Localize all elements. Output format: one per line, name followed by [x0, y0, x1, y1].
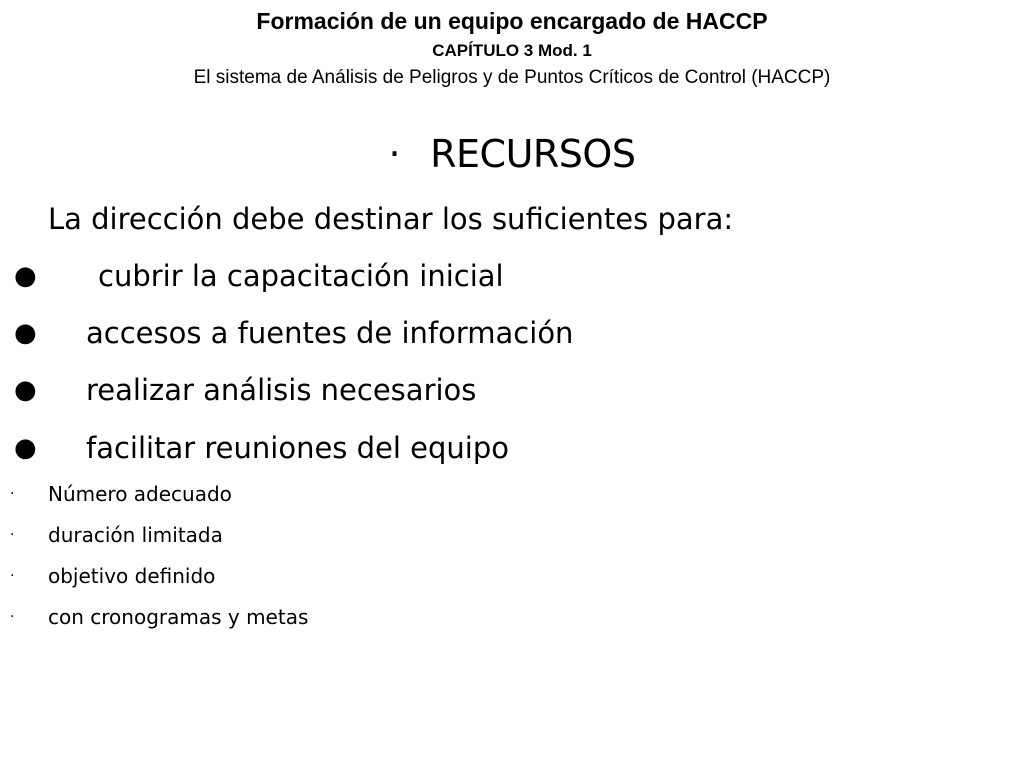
chapter-label: CAPÍTULO 3 Mod. 1	[432, 41, 592, 60]
intro-text: La dirección debe destinar los suficientes para:	[48, 202, 734, 236]
slide-title: Formación de un equipo encargado de HACCP	[256, 8, 768, 34]
bullet-icon: ●	[14, 375, 37, 405]
bullet-icon: ●	[14, 261, 37, 291]
bullet-icon: ●	[14, 433, 37, 463]
sub-list-item-text: duración limitada	[48, 523, 223, 547]
small-bullet-icon: ·	[10, 609, 15, 625]
list-item-text: accesos a fuentes de información	[86, 316, 574, 350]
sub-list-item-text: objetivo definido	[48, 564, 216, 588]
sub-list-item-text: con cronogramas y metas	[48, 605, 309, 629]
small-bullet-icon: ·	[10, 527, 15, 543]
small-bullet-icon: ·	[10, 486, 15, 502]
list-item-text: cubrir la capacitación inicial	[98, 259, 504, 293]
small-bullet-icon: ·	[10, 568, 15, 584]
sub-list-item-text: Número adecuado	[48, 482, 232, 506]
list-item-text: realizar análisis necesarios	[86, 373, 477, 407]
heading-bullet-icon: ·	[388, 132, 401, 176]
section-heading	[0, 130, 1024, 178]
section-heading-text: RECURSOS	[430, 132, 636, 176]
bullet-icon: ●	[14, 318, 37, 348]
list-item-text: facilitar reuniones del equipo	[86, 431, 509, 465]
slide-subtitle: El sistema de Análisis de Peligros y de Puntos Críticos de Control (HACCP)	[193, 67, 831, 88]
